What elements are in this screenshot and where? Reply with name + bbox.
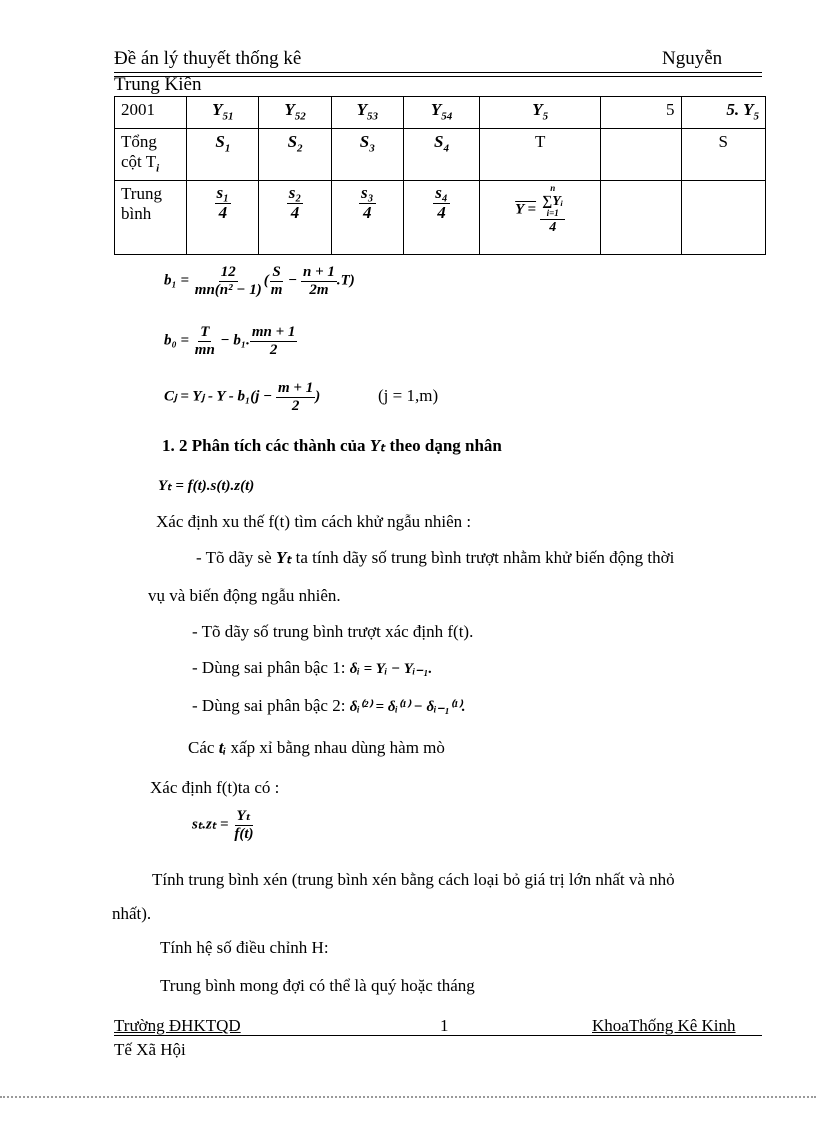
body-paragraph: Các tᵢ xấp xỉ bằng nhau dùng hàm mò xyxy=(188,738,445,757)
body-paragraph: - Dùng sai phân bậc 1: δᵢ = Yᵢ − Yᵢ₋₁. xyxy=(192,658,433,677)
table-cell: 5. $Y_5$ xyxy=(681,97,765,129)
table-cell: $Y_{54}$ xyxy=(403,97,479,129)
table-cell: $Y_{51}$ xyxy=(187,97,259,129)
table-cell: $Y_5$ xyxy=(480,97,601,129)
table-cell: $S_3$ xyxy=(331,129,403,181)
table-cell: S xyxy=(681,129,765,181)
footer-faculty: KhoaThống Kê Kinh xyxy=(592,1016,736,1035)
formula-sz: sₜ.zₜ = $\frac{\text{Yₜ}}{f(t)}$ xyxy=(192,808,254,842)
table-cell: $S_2$ xyxy=(259,129,331,181)
table-cell: Y = n ∑Yᵢ i=1 4 xyxy=(480,181,601,255)
formula-b0: b₀ = $\frac{T}{mn}$ − b₁. $\frac{mn + 1}{2}$ xyxy=(164,324,296,358)
table-row xyxy=(115,181,766,255)
table-row xyxy=(115,129,766,181)
table-cell: Tổng cột $T_i$ xyxy=(115,129,187,181)
footer-rule xyxy=(114,1035,762,1036)
formula-cj-range: (j = 1,m) xyxy=(378,386,439,405)
multiplicative-model: Yₜ = f(t).s(t).z(t) xyxy=(158,478,255,494)
footer-school: Trường ĐHKTQD xyxy=(114,1016,241,1035)
body-paragraph: - Tõ dãy số trung bình trượt xác định f(t). xyxy=(192,622,474,641)
footer-page-number: 1 xyxy=(440,1016,449,1035)
table-cell: $Y_{53}$ xyxy=(331,97,403,129)
seasonal-table xyxy=(114,96,766,255)
table-cell: 2001 xyxy=(115,97,187,129)
header-title: Đề án lý thuyết thống kê xyxy=(114,48,302,69)
body-paragraph: Tính trung bình xén (trung bình xén bằng cách loại bỏ giá trị lớn nhất và nhỏ xyxy=(152,870,675,889)
formula-cj: Cⱼ = Yⱼ - Y - b₁(j − $\frac{m + 1}{2}$ ) xyxy=(164,380,321,414)
header-author-continued: Trung Kiên xyxy=(114,74,202,95)
table-cell xyxy=(601,129,681,181)
table-cell: $\frac{\text{s₁}}{4}$ xyxy=(187,181,259,255)
table-cell: T xyxy=(480,129,601,181)
table-row xyxy=(115,97,766,129)
body-paragraph: Trung bình mong đợi có thể là quý hoặc tháng xyxy=(160,976,475,995)
page-edge-dots xyxy=(0,1096,816,1098)
body-paragraph: nhất). xyxy=(112,904,152,923)
footer-faculty-continued: Tế Xã Hội xyxy=(114,1040,186,1059)
table-cell: 5 xyxy=(601,97,681,129)
body-paragraph: - Tõ dãy sè Yₜ ta tính dãy số trung bình trượt nhằm khử biến động thời xyxy=(196,548,675,567)
body-paragraph: Xác định xu thế f(t) tìm cách khử ngẫu nhiên : xyxy=(156,512,472,531)
table-cell: $\frac{\text{s₂}}{4}$ xyxy=(259,181,331,255)
table-cell xyxy=(681,181,765,255)
header-rule xyxy=(114,72,762,73)
table-cell: $S_1$ xyxy=(187,129,259,181)
table-cell: $S_4$ xyxy=(403,129,479,181)
body-paragraph: vụ và biến động ngẫu nhiên. xyxy=(148,586,341,605)
body-paragraph: Tính hệ số điều chỉnh H: xyxy=(160,938,329,957)
section-heading: 1. 2 Phân tích các thành của Yₜ theo dạng nhân xyxy=(162,436,502,455)
formula-b1: b₁ = $\frac{12}{\text{mn(n² − 1)}}$ ( $\frac{S}{m}$ − $\frac{n + 1}{2m}$ .T) xyxy=(164,264,355,298)
body-paragraph: - Dùng sai phân bậc 2: δᵢ⁽²⁾ = δᵢ⁽¹⁾ − δᵢ₋₁⁽¹⁾. xyxy=(192,696,466,715)
table-cell: Trung bình xyxy=(115,181,187,255)
table-cell: $\frac{\text{s₄}}{4}$ xyxy=(403,181,479,255)
table-cell xyxy=(601,181,681,255)
header-rule-thin xyxy=(114,76,762,77)
table-cell: $\frac{\text{s₃}}{4}$ xyxy=(331,181,403,255)
body-paragraph: Xác định f(t)ta có : xyxy=(150,778,280,797)
table-cell: $Y_{52}$ xyxy=(259,97,331,129)
header-author: Nguyễn xyxy=(662,48,723,69)
